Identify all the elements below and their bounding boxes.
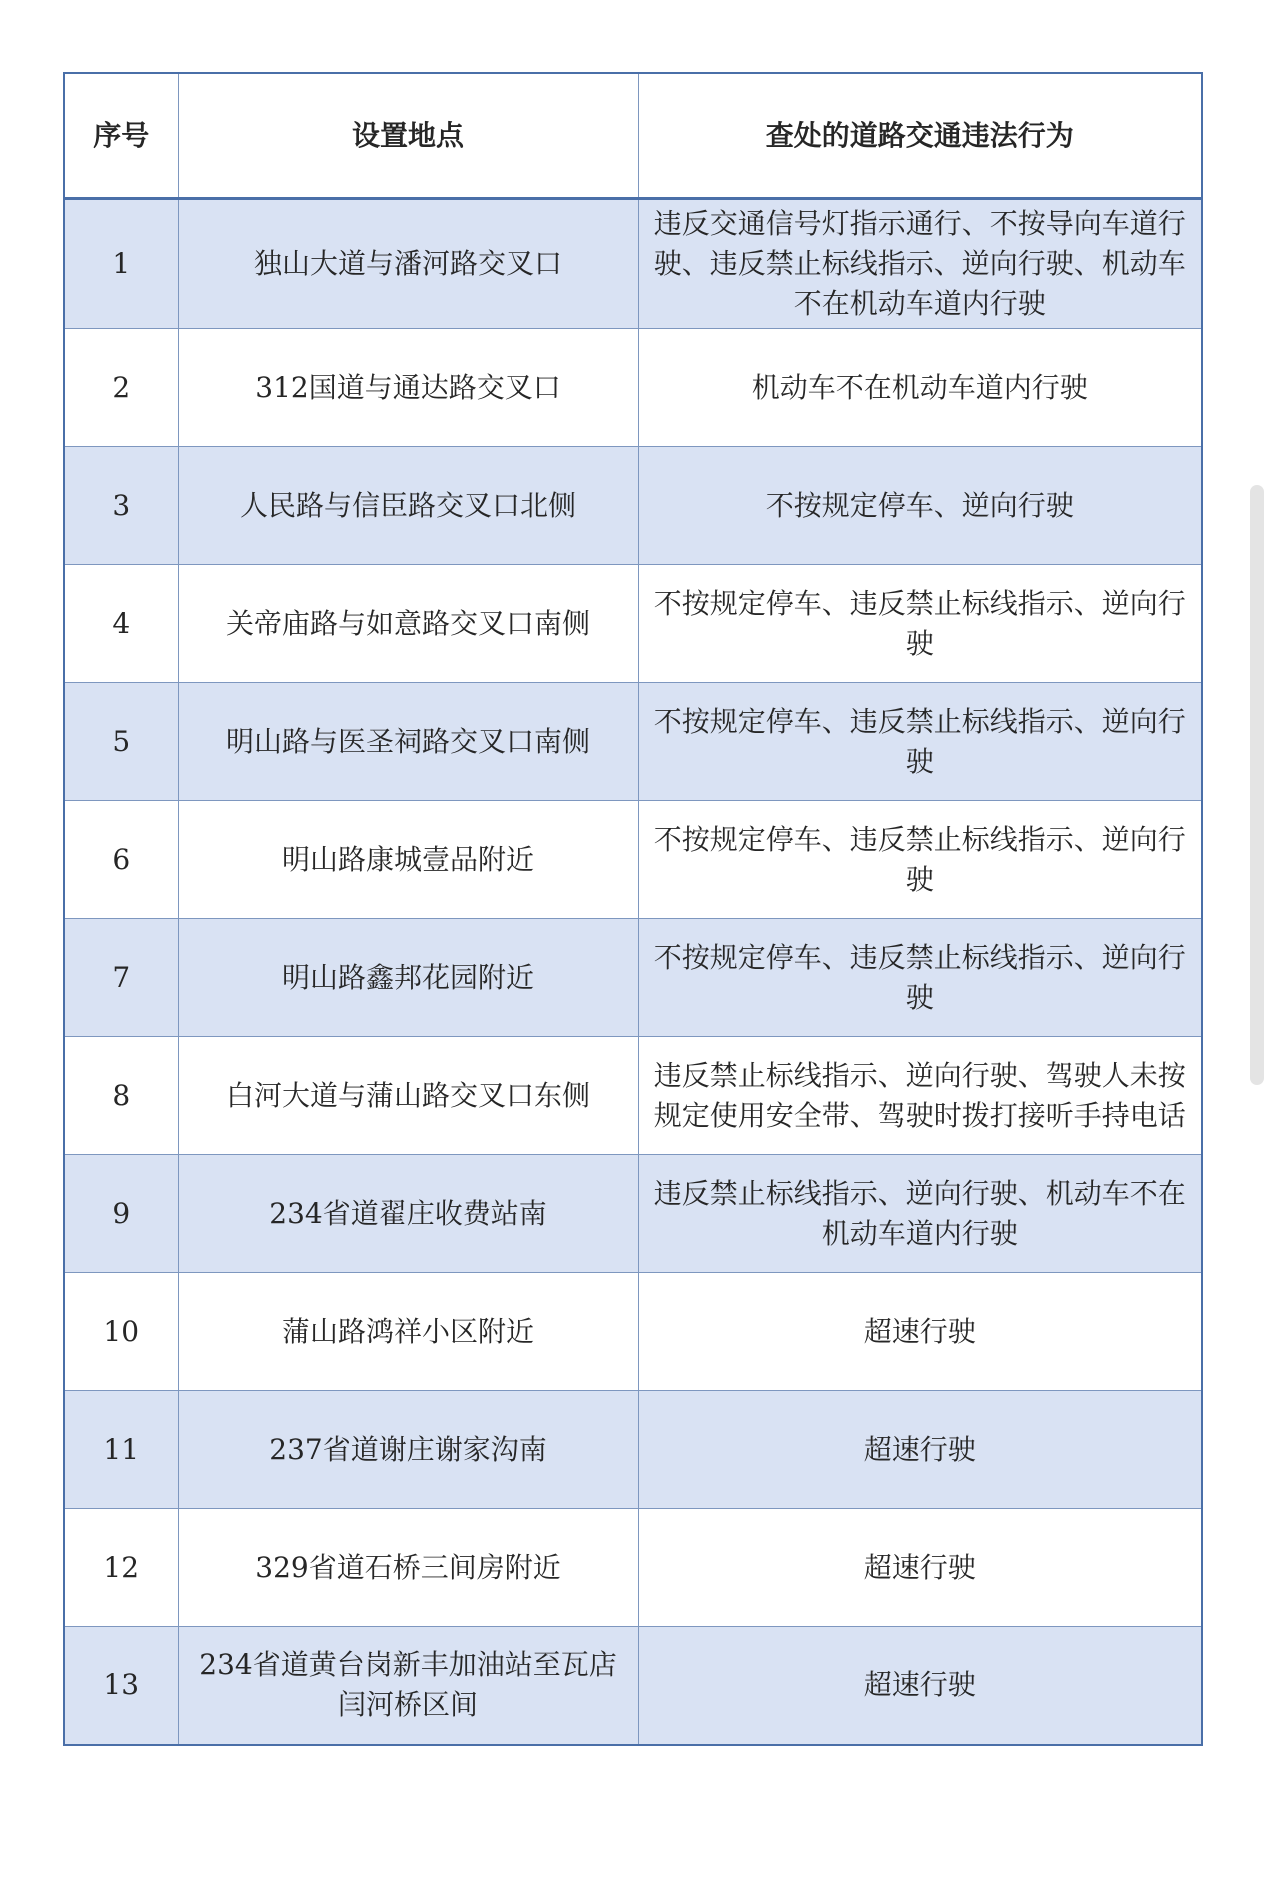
vertical-scrollbar[interactable] — [1250, 485, 1264, 1085]
row-number: 7 — [64, 919, 178, 1037]
table-body — [64, 199, 1202, 1745]
row-location: 312国道与通达路交叉口 — [178, 329, 638, 447]
row-number: 2 — [64, 329, 178, 447]
row-number: 1 — [64, 199, 178, 329]
row-location: 明山路康城壹品附近 — [178, 801, 638, 919]
row-violation: 不按规定停车、违反禁止标线指示、逆向行驶 — [638, 801, 1202, 919]
table-row — [64, 683, 1202, 801]
table-row — [64, 447, 1202, 565]
row-number: 12 — [64, 1509, 178, 1627]
table-row — [64, 565, 1202, 683]
row-number: 6 — [64, 801, 178, 919]
row-location: 白河大道与蒲山路交叉口东侧 — [178, 1037, 638, 1155]
row-number: 10 — [64, 1273, 178, 1391]
row-violation: 超速行驶 — [638, 1627, 1202, 1745]
row-violation: 超速行驶 — [638, 1273, 1202, 1391]
row-violation: 不按规定停车、逆向行驶 — [638, 447, 1202, 565]
row-violation: 机动车不在机动车道内行驶 — [638, 329, 1202, 447]
table-row — [64, 1273, 1202, 1391]
row-number: 5 — [64, 683, 178, 801]
row-location: 329省道石桥三间房附近 — [178, 1509, 638, 1627]
row-number: 8 — [64, 1037, 178, 1155]
header-location: 设置地点 — [178, 73, 638, 199]
row-violation: 超速行驶 — [638, 1391, 1202, 1509]
table-row — [64, 1037, 1202, 1155]
table-row — [64, 329, 1202, 447]
row-number: 11 — [64, 1391, 178, 1509]
row-location: 234省道翟庄收费站南 — [178, 1155, 638, 1273]
row-violation: 违反禁止标线指示、逆向行驶、驾驶人未按规定使用安全带、驾驶时拨打接听手持电话 — [638, 1037, 1202, 1155]
row-violation: 违反交通信号灯指示通行、不按导向车道行驶、违反禁止标线指示、逆向行驶、机动车不在机动车道内行驶 — [638, 199, 1202, 329]
row-number: 3 — [64, 447, 178, 565]
row-location: 关帝庙路与如意路交叉口南侧 — [178, 565, 638, 683]
traffic-camera-table-container — [63, 72, 1201, 1746]
row-number: 4 — [64, 565, 178, 683]
row-violation: 不按规定停车、违反禁止标线指示、逆向行驶 — [638, 919, 1202, 1037]
header-violation: 查处的道路交通违法行为 — [638, 73, 1202, 199]
row-number: 13 — [64, 1627, 178, 1745]
row-location: 蒲山路鸿祥小区附近 — [178, 1273, 638, 1391]
table-row — [64, 801, 1202, 919]
row-location: 明山路与医圣祠路交叉口南侧 — [178, 683, 638, 801]
row-violation: 超速行驶 — [638, 1509, 1202, 1627]
row-violation: 不按规定停车、违反禁止标线指示、逆向行驶 — [638, 565, 1202, 683]
row-location: 237省道谢庄谢家沟南 — [178, 1391, 638, 1509]
table-row — [64, 1627, 1202, 1745]
table-header — [64, 73, 1202, 199]
table-row — [64, 1155, 1202, 1273]
header-no: 序号 — [64, 73, 178, 199]
table-row — [64, 1391, 1202, 1509]
table-row — [64, 199, 1202, 329]
row-number: 9 — [64, 1155, 178, 1273]
row-location: 独山大道与潘河路交叉口 — [178, 199, 638, 329]
row-location: 人民路与信臣路交叉口北侧 — [178, 447, 638, 565]
table-row — [64, 919, 1202, 1037]
row-location: 明山路鑫邦花园附近 — [178, 919, 638, 1037]
row-violation: 违反禁止标线指示、逆向行驶、机动车不在机动车道内行驶 — [638, 1155, 1202, 1273]
row-location: 234省道黄台岗新丰加油站至瓦店闫河桥区间 — [178, 1627, 638, 1745]
row-violation: 不按规定停车、违反禁止标线指示、逆向行驶 — [638, 683, 1202, 801]
traffic-camera-table — [63, 72, 1203, 1746]
table-row — [64, 1509, 1202, 1627]
